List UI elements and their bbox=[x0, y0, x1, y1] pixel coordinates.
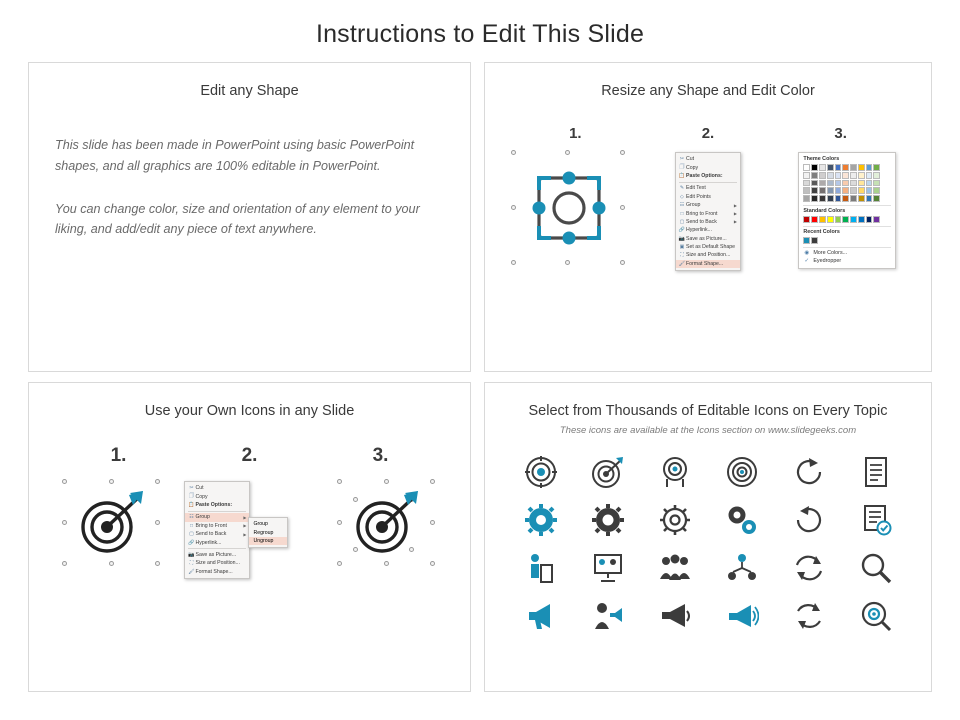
paste-icon: 📋 bbox=[188, 501, 195, 508]
icon-gallery bbox=[507, 452, 909, 636]
own-icons-step-1-number: 1. bbox=[110, 445, 127, 466]
megaphone-teal-icon[interactable] bbox=[521, 596, 561, 636]
menu-item-set-default-shape[interactable]: ▣ Set as Default Shape bbox=[679, 244, 736, 251]
own-icons-figure-selected bbox=[47, 481, 177, 565]
panel-own-icons bbox=[28, 382, 471, 692]
own-icons-figure-context-menu bbox=[184, 481, 314, 579]
menu-item-save-as-picture[interactable]: 📷 Save as Picture... bbox=[188, 551, 237, 558]
menu-item-bring-to-front[interactable]: □ Bring to Front ▶ bbox=[185, 522, 249, 530]
target-arrow-ungrouped-icon bbox=[348, 489, 426, 557]
theme-colors-row-2[interactable] bbox=[803, 172, 891, 179]
menu-item-group[interactable]: ☷ Group ▶ bbox=[679, 202, 737, 209]
group-people-icon[interactable] bbox=[655, 548, 695, 588]
resize-figure-selected-shape bbox=[504, 152, 634, 264]
eyedropper-button[interactable]: ✓ Eyedropper bbox=[804, 257, 842, 264]
edit-text-icon: ✎ bbox=[679, 185, 685, 192]
bring-front-icon: □ bbox=[189, 522, 193, 529]
menu-item-bring-to-front[interactable]: □ Bring to Front ▶ bbox=[676, 209, 740, 217]
color-panel-separator bbox=[803, 205, 891, 206]
menu-item-cut[interactable]: ✂ Cut bbox=[189, 485, 204, 492]
gear-dark-icon[interactable] bbox=[588, 500, 628, 540]
page-title: Instructions to Edit This Slide bbox=[315, 20, 645, 48]
menu-item-cut[interactable]: ✂ Cut bbox=[679, 156, 695, 163]
panel-resize-shape-title: Resize any Shape and Edit Color bbox=[601, 83, 815, 99]
panel-editable-icons-title: Select from Thousands of Editable Icons on Every Topic bbox=[528, 403, 888, 419]
color-panel-separator-2 bbox=[803, 226, 891, 227]
own-icons-step-2-number: 2. bbox=[241, 445, 258, 466]
paste-icon: 📋 bbox=[678, 172, 686, 179]
cut-icon: ✂ bbox=[189, 485, 194, 492]
panel-own-icons-title: Use your Own Icons in any Slide bbox=[144, 403, 355, 419]
panel-edit-shape-paragraph-1: This slide has been made in PowerPoint using basic PowerPoint shapes, and all graphics are 100% editable in PowerPoint. bbox=[55, 138, 415, 173]
target-arrow-icon bbox=[73, 489, 151, 557]
target-arrow-icon[interactable] bbox=[588, 452, 628, 492]
menu-item-format-shape[interactable]: 🖌 Format Shape... bbox=[676, 260, 740, 268]
format-shape-icon: 🖌 bbox=[188, 568, 195, 575]
megaphone-alert-icon[interactable] bbox=[722, 596, 762, 636]
menu-item-edit-points[interactable]: ◇ Edit Points bbox=[676, 193, 740, 201]
icon-selection-box[interactable] bbox=[64, 481, 160, 565]
menu-item-send-to-back[interactable]: ▢ Send to Back ▶ bbox=[679, 218, 737, 225]
own-icons-figure-ungrouped bbox=[322, 481, 452, 565]
menu-item-copy[interactable]: 🗍 Copy bbox=[188, 492, 208, 500]
menu-item-format-shape[interactable]: 🖌 Format Shape... bbox=[188, 568, 233, 575]
menu-item-size-and-position[interactable]: ⛶ Size and Position... bbox=[185, 559, 249, 567]
size-position-icon: ⛶ bbox=[680, 252, 684, 259]
group-icon: ☷ bbox=[189, 514, 194, 521]
eyedropper-icon: ✓ bbox=[804, 257, 810, 264]
edit-points-icon: ◇ bbox=[680, 193, 684, 200]
document-list-icon[interactable] bbox=[856, 452, 896, 492]
menu-item-paste-options[interactable]: 📋 Paste Options: bbox=[188, 501, 233, 508]
team-network-icon[interactable] bbox=[722, 548, 762, 588]
group-submenu[interactable] bbox=[248, 517, 288, 548]
refresh-arrow-icon[interactable] bbox=[789, 500, 829, 540]
panel-editable-icons-subtitle: These icons are available at the Icons section on www.slidegeeks.com bbox=[559, 425, 857, 436]
resize-step-2-number: 2. bbox=[701, 125, 715, 142]
bring-front-icon: □ bbox=[680, 210, 684, 217]
panel-edit-shape-paragraph-2: You can change color, size and orientation of any element to your liking, and add/edit any piece of text anywhere. bbox=[55, 201, 420, 237]
megaphone-dark-icon[interactable] bbox=[655, 596, 695, 636]
format-shape-icon: 🖌 bbox=[678, 260, 686, 267]
checklist-document-icon[interactable] bbox=[856, 500, 896, 540]
menu-item-hyperlink[interactable]: 🔗 Hyperlink... bbox=[188, 539, 222, 546]
menu-item-save-as-picture[interactable]: 📷 Save as Picture... bbox=[678, 235, 727, 242]
panel-edit-shape-title: Edit any Shape bbox=[200, 83, 299, 99]
send-back-icon: ▢ bbox=[679, 218, 685, 225]
menu-separator-2 bbox=[188, 548, 246, 549]
group-icon: ☷ bbox=[679, 202, 685, 209]
color-picker-panel[interactable] bbox=[798, 152, 896, 269]
person-podium-icon[interactable] bbox=[521, 548, 561, 588]
save-picture-icon: 📷 bbox=[188, 551, 195, 558]
menu-item-hyperlink[interactable]: 🔗 Hyperlink... bbox=[678, 227, 712, 234]
refresh-clockwise-icon[interactable] bbox=[789, 452, 829, 492]
menu-separator bbox=[188, 511, 246, 512]
magnifier-icon[interactable] bbox=[856, 548, 896, 588]
theme-colors-title: Theme Colors bbox=[803, 156, 840, 162]
color-panel-separator-3 bbox=[803, 247, 891, 248]
target-circle-icon[interactable] bbox=[521, 452, 561, 492]
resize-step-numbers bbox=[485, 125, 931, 142]
save-picture-icon: 📷 bbox=[678, 235, 686, 242]
theme-colors-row-1[interactable] bbox=[803, 164, 891, 171]
panel-grid bbox=[28, 62, 932, 692]
resize-figure-context-menu bbox=[643, 152, 773, 271]
shape-selection-box[interactable] bbox=[513, 152, 625, 264]
resize-step-3-number: 3. bbox=[834, 125, 847, 142]
recycle-arrows-icon[interactable] bbox=[789, 596, 829, 636]
theme-colors-row-3[interactable] bbox=[803, 180, 891, 187]
menu-item-group[interactable]: ☷ Group ▶ bbox=[185, 513, 249, 521]
menu-item-paste-options[interactable]: 📋 Paste Options: bbox=[678, 172, 723, 179]
target-arrow-stand-icon[interactable] bbox=[655, 452, 695, 492]
submenu-item-ungroup[interactable]: Ungroup bbox=[249, 537, 287, 545]
shape-context-menu[interactable] bbox=[675, 152, 741, 271]
menu-separator bbox=[679, 182, 737, 183]
target-rings-icon[interactable] bbox=[722, 452, 762, 492]
own-icons-step-figures bbox=[29, 481, 470, 579]
default-shape-icon: ▣ bbox=[679, 244, 685, 251]
recent-colors-title: Recent Colors bbox=[803, 228, 840, 235]
own-icons-step-3-number: 3. bbox=[372, 445, 389, 466]
own-icons-step-numbers bbox=[29, 445, 470, 467]
editable-shape-icon bbox=[529, 168, 609, 248]
send-back-icon: ▢ bbox=[189, 531, 194, 538]
menu-item-edit-text[interactable]: ✎ Edit Text bbox=[679, 185, 706, 192]
standard-colors-title: Standard Colors bbox=[803, 207, 846, 214]
target-search-icon[interactable] bbox=[856, 596, 896, 636]
person-speaking-icon[interactable] bbox=[588, 596, 628, 636]
menu-item-send-to-back[interactable]: ▢ Send to Back ▶ bbox=[189, 531, 247, 538]
theme-colors-row-4[interactable] bbox=[803, 187, 891, 194]
standard-colors-row[interactable] bbox=[803, 216, 891, 223]
gears-double-icon[interactable] bbox=[722, 500, 762, 540]
resize-figure-color-picker bbox=[782, 152, 912, 269]
ungrouped-selection-box[interactable] bbox=[339, 481, 435, 565]
menu-item-copy[interactable]: 🗍 Copy bbox=[679, 163, 699, 171]
more-colors-button[interactable]: ◉ More Colors... bbox=[804, 249, 848, 256]
submenu-item-group[interactable]: Group bbox=[253, 521, 268, 528]
resize-step-1-number: 1. bbox=[569, 125, 582, 142]
menu-item-size-and-position[interactable]: ⛶ Size and Position... bbox=[676, 251, 740, 259]
palette-icon: ◉ bbox=[804, 249, 810, 256]
presentation-people-icon[interactable] bbox=[588, 548, 628, 588]
gear-teal-icon[interactable] bbox=[521, 500, 561, 540]
size-position-icon: ⛶ bbox=[189, 560, 194, 567]
hyperlink-icon: 🔗 bbox=[188, 539, 195, 546]
recent-colors-row[interactable] bbox=[803, 237, 891, 244]
panel-resize-shape bbox=[484, 62, 932, 372]
theme-colors-row-5[interactable] bbox=[803, 195, 891, 202]
submenu-item-regroup[interactable]: Regroup bbox=[253, 529, 274, 536]
hyperlink-icon: 🔗 bbox=[678, 227, 686, 234]
resize-step-figures bbox=[485, 152, 931, 271]
icon-context-menu[interactable] bbox=[184, 481, 250, 579]
copy-icon: 🗍 bbox=[679, 163, 685, 170]
gear-outline-icon[interactable] bbox=[655, 500, 695, 540]
panel-editable-icons bbox=[484, 382, 932, 692]
panel-edit-shape bbox=[28, 62, 471, 372]
sync-arrows-icon[interactable] bbox=[789, 548, 829, 588]
copy-icon: 🗍 bbox=[188, 492, 194, 499]
cut-icon: ✂ bbox=[679, 156, 685, 163]
